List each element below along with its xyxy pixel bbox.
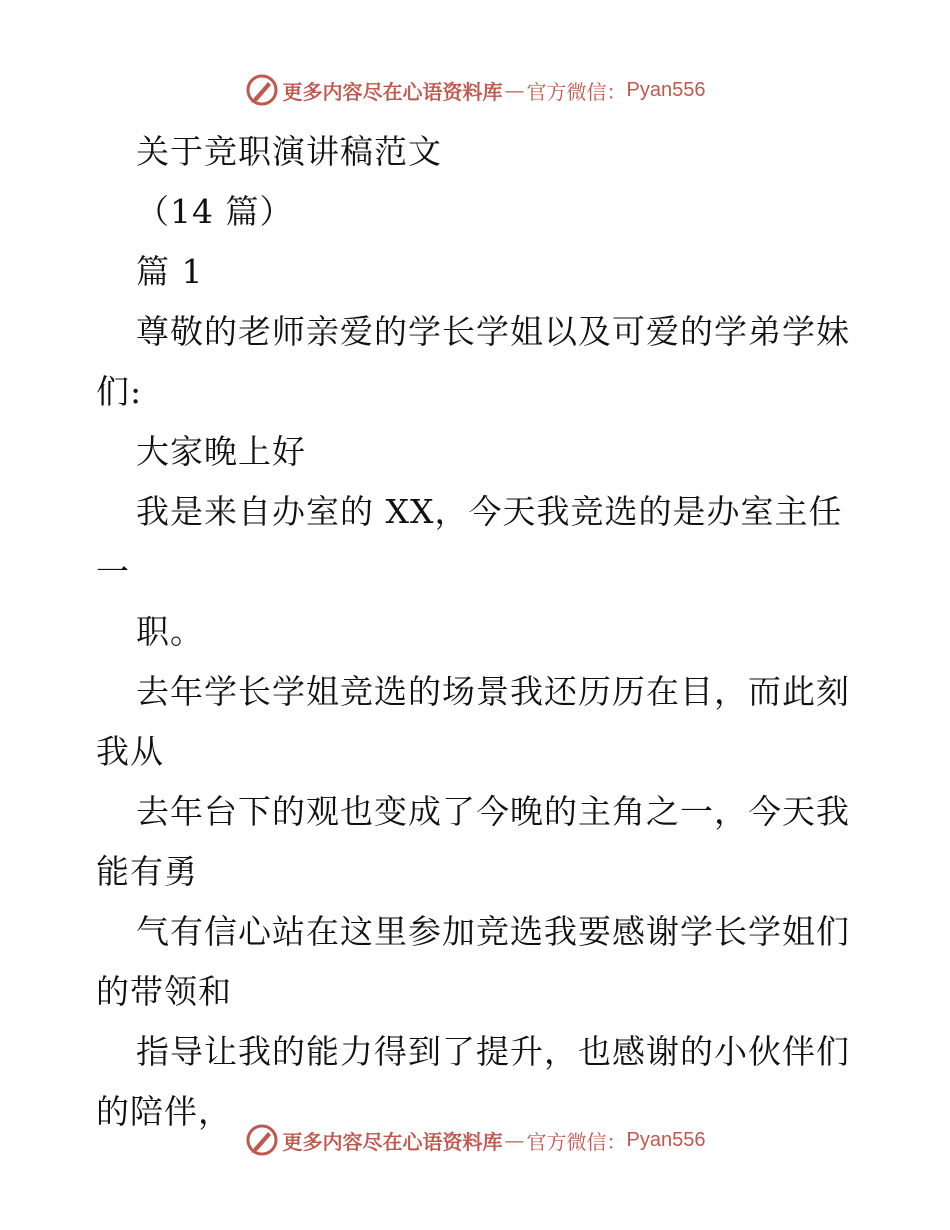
body-line: 能有勇 [96,852,198,891]
banner-wechat-id: Pyan556 [626,78,706,101]
banner-site-text: 更多内容尽在心语资料库 [282,1129,503,1154]
body-line: 一 [96,552,130,591]
banner-dash: — [504,78,525,102]
body-line: 大家晚上好 [136,432,306,471]
body-line: 我是来自办室的 XX，今天我竞选的是办室主任 [136,492,843,531]
banner-wechat-id: Pyan556 [626,1128,706,1151]
document-count: （14 篇） [136,192,294,231]
body-line: 的带领和 [96,972,232,1011]
banner-site-text: 更多内容尽在心语资料库 [282,79,503,104]
document-body [96,122,856,1142]
section-heading: 篇 1 [136,252,204,291]
body-line: 职。 [136,612,204,651]
pen-logo-icon [245,1123,279,1157]
footer-banner [0,1120,950,1160]
body-line: 气有信心站在这里参加竞选我要感谢学长学姐们 [136,912,850,951]
body-line: 尊敬的老师亲爱的学长学姐以及可爱的学弟学妹 [136,312,850,351]
body-line: 去年台下的观也变成了今晚的主角之一，今天我 [136,792,850,831]
banner-dash: — [504,1128,525,1152]
banner-wechat-label: 官方微信： [526,79,627,104]
body-line: 我从 [96,732,164,771]
header-banner [0,70,950,110]
body-line: 的陪伴， [96,1092,232,1131]
body-line: 指导让我的能力得到了提升，也感谢的小伙伴们 [136,1032,850,1071]
pen-logo-icon [245,73,279,107]
document-title: 关于竞职演讲稿范文 [136,132,442,171]
body-line: 们: [96,372,143,411]
banner-wechat-label: 官方微信： [526,1129,627,1154]
body-line: 去年学长学姐竞选的场景我还历历在目，而此刻 [136,672,850,711]
